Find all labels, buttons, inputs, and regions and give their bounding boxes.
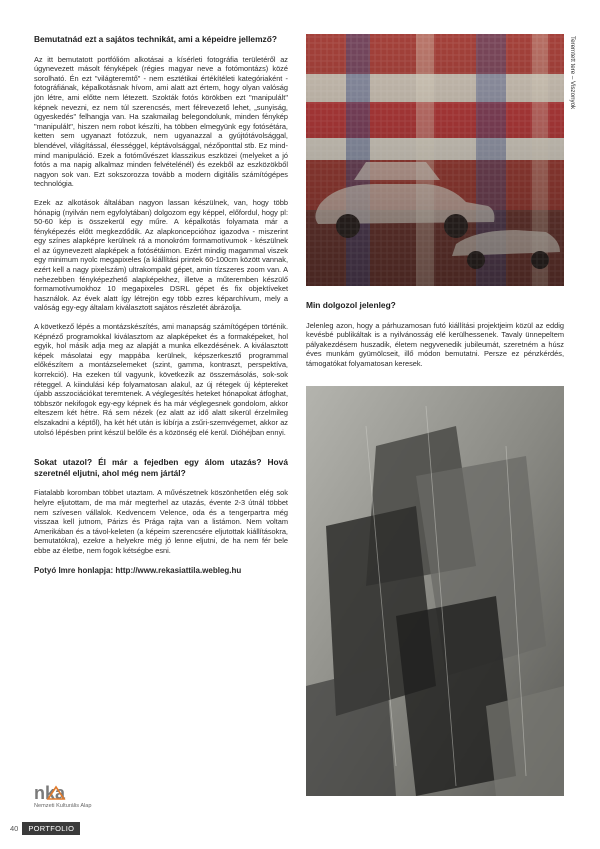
nka-logo xyxy=(34,784,144,814)
question-technique: Bemutatnád ezt a sajátos technikát, ami a képeidre jellemző? xyxy=(34,34,277,44)
paragraph-current-work: Jelenleg azon, hogy a párhuzamosan futó kiállítási projektjeim közül az eddig kevésbé publikáltak is a nyilvánosság elé kerülhessenek. Tavaly ünnepeltem pályakezdésem huszadik, életem negyvenedik jubileumát, szeretném a húsz éves munkám gyümölcseit, illő módon bemutatni. Persze ez pénzkérdés, támogatókat folyamatosan keresek. xyxy=(306,320,564,368)
nka-logo-letters: nka xyxy=(34,784,66,802)
paragraph-travel: Fiatalabb koromban többet utaztam. A művészetnek köszönhetően elég sok helyre eljutottam, de ma már megterhel az utazás, évente 2-3 útnál többet nem szívesen vállalok. Kedvencem Velence, oda és a tengerpartra még visszaa kell jutnom, Párizs és Prága rajta van a listámon. Nem voltam Amerikában és a távol-keleten (a képeim szerencsére eljutottak kiállításokra, bemutatókra), ezekre a helyekre még jó lenne eljutni, de ha nem fér bele ebbe az életbe, nem fogok kétségbe esni. xyxy=(34,488,288,555)
artwork-image-bottom xyxy=(306,386,564,796)
paragraph-technique-2: Ezek az alkotások általában nagyon lassan készülnek, van, hogy több hónapig (nyilván nem egyfolytában) dolgozom egy képpel, előfordul, hogy pl: 50-60 kép is összekerül egy műre. A képalkotás folyamata már a fényképezés előtt megkezdődik. Az alapkoncepcióhoz igazodva - miszerint egy színes alapképre kerülnek rá a monokróm formamotívumok - készülnek el az úgynevezett alapképek a fotósétáimon. Ezért mindig magammal viszek egy minimum nyolc megapixeles (a kiállítási printek 60-100cm között vannak, ezért kell a nagy pixelszám) ultrakompakt gépet, amin tízszeres zoom van. A nehezebben fényképezhető alapképekhez, illetve a műteremben készülő formamotívumokhoz 10 megapixeles DSRL gépet és fix objektíveket használok. Az évek alatt így létrejön egy több ezres képarchívum, mely a valóság egy-egy általam kiválasztott sajátos részletét ábrázolja. xyxy=(34,197,288,313)
nka-logo-mark xyxy=(34,784,78,802)
artwork-bottom-graphic xyxy=(306,386,564,796)
section-label: PORTFOLIO xyxy=(22,822,80,835)
homepage-link[interactable]: Potyó Imre honlapja: http://www.rekasiattila.webleg.hu xyxy=(34,565,242,575)
question-current-work: Min dolgozol jelenleg? xyxy=(306,300,396,310)
artwork-top-graphic xyxy=(306,34,564,286)
image-credit: Teremtett tere – Viszonyok xyxy=(569,36,576,110)
page-footer xyxy=(10,822,80,835)
page-number: 40 xyxy=(10,824,19,833)
right-column xyxy=(306,300,564,378)
paragraph-technique-3: A következő lépés a montázskészítés, ami manapság számítógépen történik. Képnéző programokkal kiválasztom az alapképeket és a formaképeket, hol egyik, hol másik adja meg az alapját a munka elkezdésének. A kiválasztott képek másolatai egy mappába kerülnek, képszerkesztő programmal előkészítem a montázselemeket (szint, gamma, kontraszt, perspektíva, korrekció). Ha ezeken túl vagyunk, következik az összemásolás, sok-sok réteggel. A kiindulási kép folyamatosan alakul, az új rétegek új képtereket újabb asszociációkat teremtenek. A véglegesítés heteket hónapokat átfoghat, többször nekifogok egy-egy képnek és ha már véglegesnek gondolom, akkor elteszem két hétre. Rá sem nézek (ez alatt az idő alatt sikerül érzelmileg elszakadni a képtől), ha két hét után is kibírja a zsűri-szemvégemet, akkor az utolsó lépésben print készül belőle és a közönség elé kerül. Dióhéjban ennyi. xyxy=(34,322,288,437)
paragraph-technique-1: Az itt bemutatott portfólióm alkotásai a kísérleti fotográfia területéről az úgynevezett másolt fényképek (régies magyar neve a fotómontázs) közé sorolható. Én ezt "világteremtő" - nem esztétikai értékítéleti kategóriaként - fotográfiának, képalkotásnak hívom, ami alatt azt értem, hogy olyan valóság jön létre, ami előtte nem létezett. Szokták fotós körökben ezt "manipulált" képnek nevezni, ez nem túl szerencsés, mert félrevezető lehet, „sunyiság, ügyeskedés" felhangja van. Ha szakmailag belegondolunk, minden fénykép "manipulált", hiszen nem robot készíti, ha többen elmegyünk egy fotósétára, ketten sem ugyanazt fotózzuk, nem ugyanazzal a gyújtótávolsággal, blendével, világítással, élességgel, képtávolsággal, nézőponttal stb. Ez mind-mind manipuláció. Ezek a fotóművészet klasszikus eszközei (melyeket a jó fotós a ma napig alkalmaz minden felvételénél) és ezekből az eszközökből nagyon sok van. Ezt sokszorozza tovább a modern digitális számítógépes technológia. xyxy=(34,54,288,189)
left-column xyxy=(34,34,288,575)
question-travel: Sokat utazol? Él már a fejedben egy álom utazás? Hová szeretnél eljutni, ahol még nem jártál? xyxy=(34,457,288,478)
artwork-image-top xyxy=(306,34,564,286)
nka-logo-subtitle: Nemzeti Kulturális Alap xyxy=(34,803,92,809)
